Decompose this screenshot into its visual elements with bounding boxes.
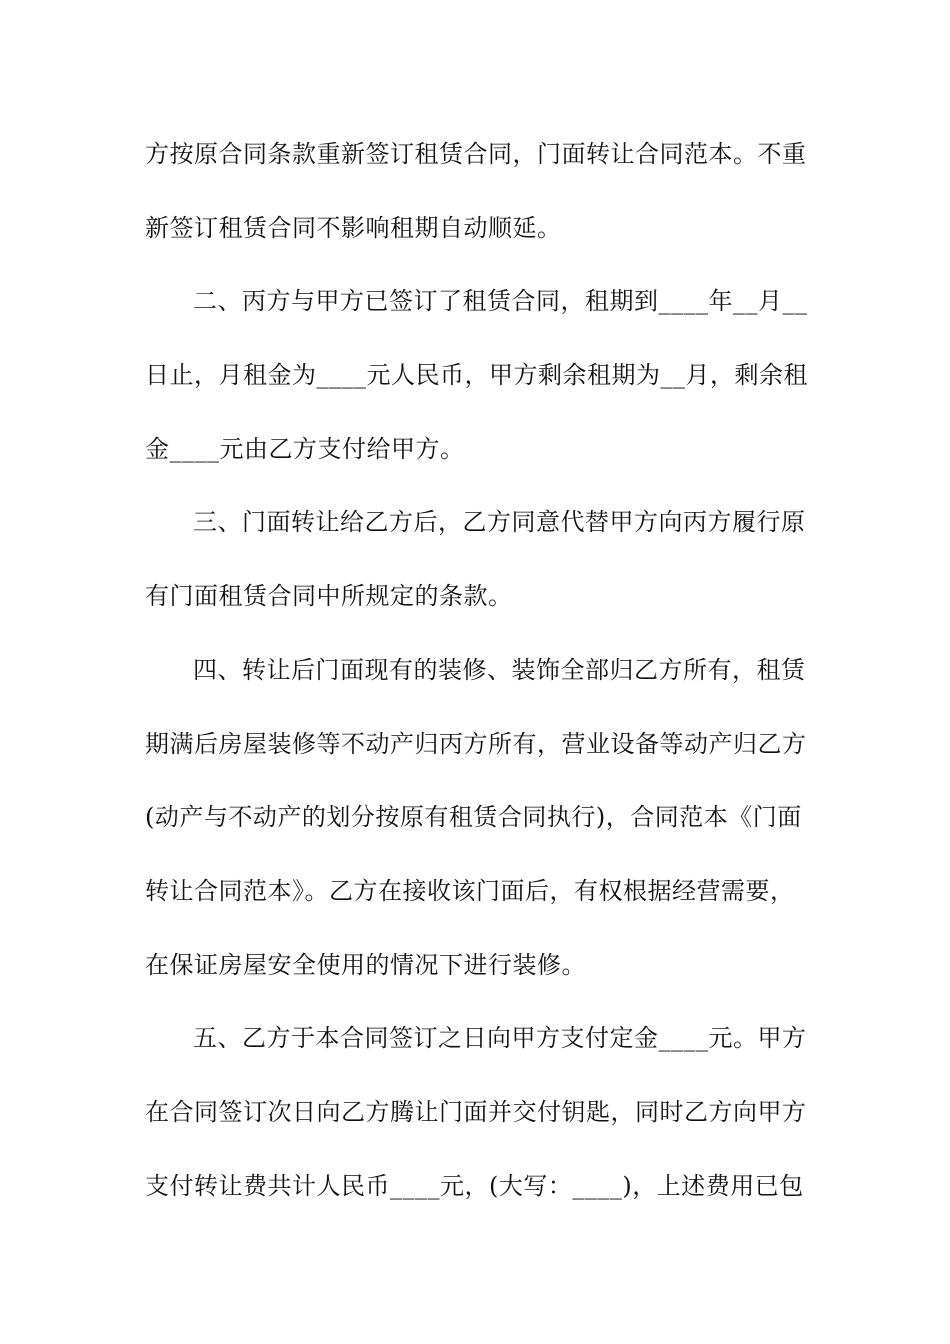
text-line: 方按原合同条款重新签订租赁合同，门面转让合同范本。不重 <box>145 140 807 168</box>
text-line: 新签订租赁合同不影响租期自动顺延。 <box>145 213 562 242</box>
text-line: 在保证房屋安全使用的情况下进行装修。 <box>145 950 586 979</box>
clause-2-start: 二、丙方与甲方已签订了租赁合同，租期到____年__月__ <box>193 287 808 316</box>
text-line: 金____元由乙方支付给甲方。 <box>145 434 465 463</box>
clause-3-start: 三、门面转让给乙方后，乙方同意代替甲方向丙方履行原 <box>193 508 806 537</box>
clause-5-start: 五、乙方于本合同签订之日向甲方支付定金____元。甲方 <box>193 1024 807 1053</box>
text-line: 支付转让费共计人民币____元，(大写：____)，上述费用已包 <box>145 1171 804 1200</box>
text-line: 转让合同范本》。乙方在接收该门面后，有权根据经营需要， <box>145 876 795 905</box>
text-line: 有门面租赁合同中所规定的条款。 <box>145 582 513 611</box>
text-line: (动产与不动产的划分按原有租赁合同执行)，合同范本《门面 <box>145 803 802 832</box>
clause-4-start: 四、转让后门面现有的装修、装饰全部归乙方所有，租赁 <box>193 655 806 684</box>
contract-body-text <box>145 131 810 1236</box>
text-line: 期满后房屋装修等不动产归丙方所有，营业设备等动产归乙方 <box>145 729 807 758</box>
text-line: 日止，月租金为____元人民币，甲方剩余租期为__月，剩余租 <box>145 361 808 390</box>
text-line: 在合同签订次日向乙方腾让门面并交付钥匙，同时乙方向甲方 <box>145 1097 807 1126</box>
